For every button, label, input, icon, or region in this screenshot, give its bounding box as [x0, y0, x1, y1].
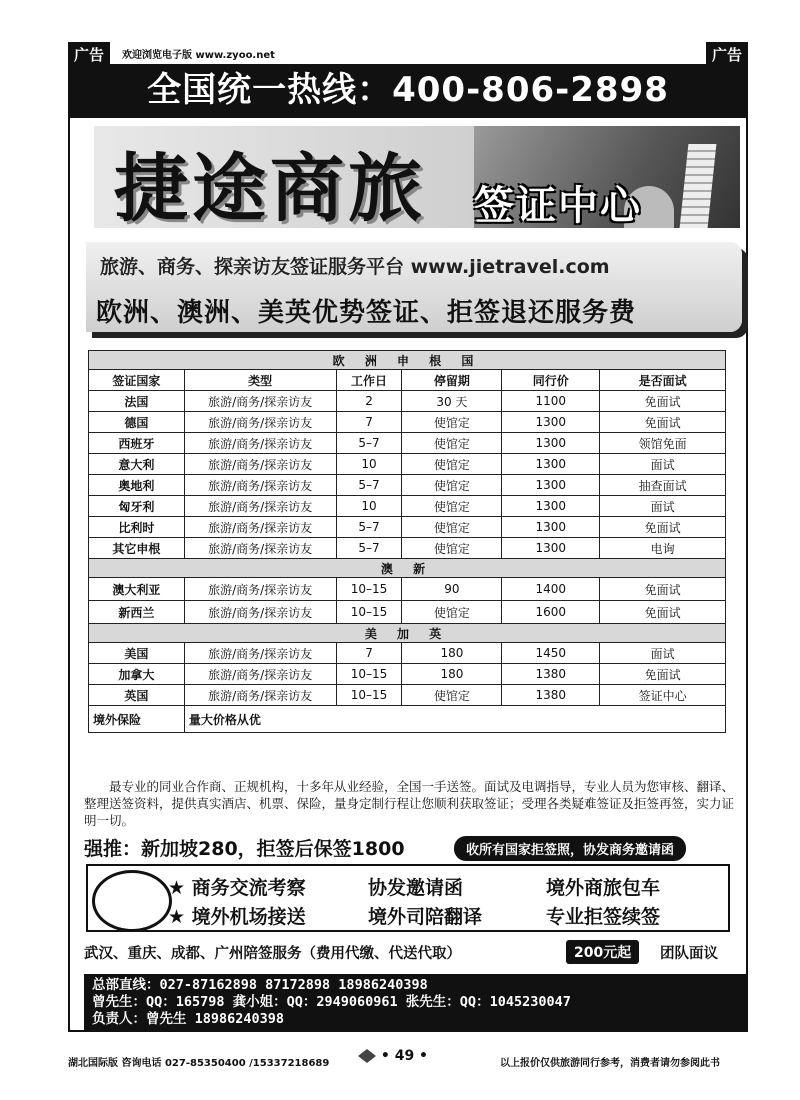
service-item: ★ 境外机场接送: [168, 906, 306, 928]
contact-line: 总部直线：027-87162898 87172898 18986240398: [92, 977, 428, 993]
table-row: [89, 517, 726, 538]
table-cell: 10–15: [336, 685, 402, 706]
table-cell: 1600: [502, 601, 600, 624]
promo-strong: 强推：新加坡280，拒签后保签1800: [84, 838, 405, 860]
table-cell: 旅游/商务/探亲访友: [184, 685, 336, 706]
country-cell: 英国: [89, 685, 185, 706]
table-cell: 签证中心: [600, 685, 726, 706]
welcome-text: 欢迎浏览电子版 www.zyoo.net: [122, 50, 275, 61]
table-cell: 旅游/商务/探亲访友: [184, 578, 336, 601]
services-box: [86, 864, 730, 932]
page-number: [358, 1048, 428, 1064]
table-cell: 7: [336, 412, 402, 433]
footer-left: 湖北国际版 咨询电话 027-85350400 /15337218689: [68, 1058, 330, 1069]
services-row: [168, 901, 660, 930]
table-cell: 1450: [502, 643, 600, 664]
services-grid: [168, 872, 660, 930]
table-cell: 10–15: [336, 578, 402, 601]
table-cell: 1380: [502, 685, 600, 706]
contact-line: 曾先生：QQ：165798 龚小姐：QQ：2949060961 张先生：QQ：1045230047: [92, 994, 571, 1010]
table-cell: 1300: [502, 538, 600, 559]
section-row: [89, 351, 726, 370]
column-header: 工作日: [336, 370, 402, 391]
table-cell: 旅游/商务/探亲访友: [184, 643, 336, 664]
table-cell: 180: [402, 664, 502, 685]
table-cell: 旅游/商务/探亲访友: [184, 391, 336, 412]
column-header: 停留期: [402, 370, 502, 391]
table-cell: 1380: [502, 664, 600, 685]
contact-box: [84, 974, 748, 1030]
section-title: 澳 新: [89, 559, 726, 578]
header-row: [89, 370, 726, 391]
service-line-2: 欧洲、澳洲、美英优势签证、拒签退还服务费: [96, 298, 637, 328]
country-cell: 奥地利: [89, 475, 185, 496]
table-cell: 10: [336, 454, 402, 475]
table-cell: 电询: [600, 538, 726, 559]
table-cell: 5–7: [336, 538, 402, 559]
table-cell: 10–15: [336, 664, 402, 685]
brand-subtitle: 签证中心: [474, 183, 642, 228]
column-header: 同行价: [502, 370, 600, 391]
table-cell: 旅游/商务/探亲访友: [184, 433, 336, 454]
insurance-label: 境外保险: [89, 706, 185, 733]
table-cell: 使馆定: [402, 685, 502, 706]
table-cell: 旅游/商务/探亲访友: [184, 412, 336, 433]
visa-price-table: [88, 350, 726, 733]
table-row: [89, 433, 726, 454]
service-item: ★ 商务交流考察: [168, 877, 306, 899]
table-row: [89, 391, 726, 412]
table-row: [89, 578, 726, 601]
leaning-tower-icon: [680, 144, 717, 228]
table-cell: 30 天: [402, 391, 502, 412]
column-header: 是否面试: [600, 370, 726, 391]
page-number-text: • 49 •: [380, 1048, 429, 1064]
table-cell: 5–7: [336, 475, 402, 496]
table-row: [89, 664, 726, 685]
diamond-logo-icon: [358, 1049, 376, 1063]
table-cell: 90: [402, 578, 502, 601]
section-title: 欧 洲 申 根 国: [89, 351, 726, 370]
service-banner: [86, 242, 742, 332]
table-cell: 1300: [502, 475, 600, 496]
table-cell: 使馆定: [402, 475, 502, 496]
description-text: 最专业的同业合作商、正规机构，十多年从业经验，全国一手送签。面试及电调指导，专业人员为您审核、翻译、整理送签资料，提供真实酒店、机票、保险，量身定制行程让您顺利获取签证；受理各类疑难签证及拒签再签，实力证明一切。: [84, 779, 735, 828]
contact-line: 负责人：曾先生 18986240398: [92, 1011, 285, 1027]
table-cell: 免面试: [600, 391, 726, 412]
table-row: [89, 643, 726, 664]
table-cell: 10: [336, 496, 402, 517]
table-cell: 使馆定: [402, 517, 502, 538]
table-cell: 旅游/商务/探亲访友: [184, 475, 336, 496]
table-cell: 使馆定: [402, 496, 502, 517]
table-cell: 面试: [600, 496, 726, 517]
table-cell: 使馆定: [402, 601, 502, 624]
country-cell: 匈牙利: [89, 496, 185, 517]
footer-right: 以上报价仅供旅游同行参考，消费者请勿参阅此书: [500, 1058, 720, 1069]
table-cell: 1300: [502, 517, 600, 538]
hero-banner: [94, 126, 740, 228]
table-cell: 5–7: [336, 517, 402, 538]
promo-pill: 收所有国家拒签照，协发商务邀请函: [454, 836, 686, 861]
table-cell: 面试: [600, 643, 726, 664]
hotline-banner: 全国统一热线：400-806-2898: [68, 64, 748, 116]
table-cell: 180: [402, 643, 502, 664]
section-row: [89, 559, 726, 578]
table-cell: 旅游/商务/探亲访友: [184, 664, 336, 685]
country-cell: 澳大利亚: [89, 578, 185, 601]
table-cell: 1100: [502, 391, 600, 412]
service-item: 境外商旅包车: [546, 877, 661, 899]
service-item: 协发邀请函: [368, 877, 464, 899]
country-cell: 意大利: [89, 454, 185, 475]
table-row: [89, 454, 726, 475]
table-cell: 使馆定: [402, 454, 502, 475]
table-cell: 领馆免面: [600, 433, 726, 454]
table-cell: 免面试: [600, 517, 726, 538]
insurance-row: [89, 706, 726, 733]
table-cell: 使馆定: [402, 433, 502, 454]
table-cell: 旅游/商务/探亲访友: [184, 454, 336, 475]
table-cell: 5–7: [336, 433, 402, 454]
section-row: [89, 624, 726, 643]
service-item: 境外司陪翻译: [368, 906, 483, 928]
country-cell: 美国: [89, 643, 185, 664]
table-cell: 1300: [502, 496, 600, 517]
team-negotiation: 团队面议: [660, 946, 718, 962]
table-cell: 旅游/商务/探亲访友: [184, 496, 336, 517]
table-cell: 1300: [502, 454, 600, 475]
table-row: [89, 496, 726, 517]
table-cell: 10–15: [336, 601, 402, 624]
table-cell: 旅游/商务/探亲访友: [184, 538, 336, 559]
table-cell: 1300: [502, 412, 600, 433]
cities-service: 武汉、重庆、成都、广州陪签服务（费用代缴、代送代取）: [84, 946, 461, 962]
country-cell: 新西兰: [89, 601, 185, 624]
country-cell: 德国: [89, 412, 185, 433]
table-cell: 7: [336, 643, 402, 664]
country-cell: 西班牙: [89, 433, 185, 454]
country-cell: 其它申根: [89, 538, 185, 559]
table-row: [89, 601, 726, 624]
table-cell: 使馆定: [402, 412, 502, 433]
table-cell: 2: [336, 391, 402, 412]
brand-name: 捷途商旅: [114, 146, 426, 228]
table-cell: 面试: [600, 454, 726, 475]
globe-icon: [92, 870, 172, 932]
table-row: [89, 685, 726, 706]
ad-label-left: 广告: [68, 42, 110, 67]
table-cell: 免面试: [600, 578, 726, 601]
country-cell: 加拿大: [89, 664, 185, 685]
country-cell: 比利时: [89, 517, 185, 538]
table-cell: 免面试: [600, 412, 726, 433]
table-cell: 免面试: [600, 601, 726, 624]
column-header: 类型: [184, 370, 336, 391]
service-line-1: 旅游、商务、探亲访友签证服务平台 www.jietravel.com: [100, 256, 610, 278]
table-row: [89, 538, 726, 559]
table-cell: 抽查面试: [600, 475, 726, 496]
country-cell: 法国: [89, 391, 185, 412]
table-cell: 1400: [502, 578, 600, 601]
table-cell: 使馆定: [402, 538, 502, 559]
insurance-value: 量大价格从优: [184, 706, 725, 733]
service-item: 专业拒签续签: [546, 906, 661, 928]
table-cell: 旅游/商务/探亲访友: [184, 601, 336, 624]
column-header: 签证国家: [89, 370, 185, 391]
section-title: 美 加 英: [89, 624, 726, 643]
ad-label-right: 广告: [706, 42, 748, 67]
table-row: [89, 412, 726, 433]
table-cell: 免面试: [600, 664, 726, 685]
services-row: [168, 872, 660, 901]
table-cell: 1300: [502, 433, 600, 454]
table-cell: 旅游/商务/探亲访友: [184, 517, 336, 538]
price-badge: 200元起: [566, 940, 639, 964]
table-row: [89, 475, 726, 496]
